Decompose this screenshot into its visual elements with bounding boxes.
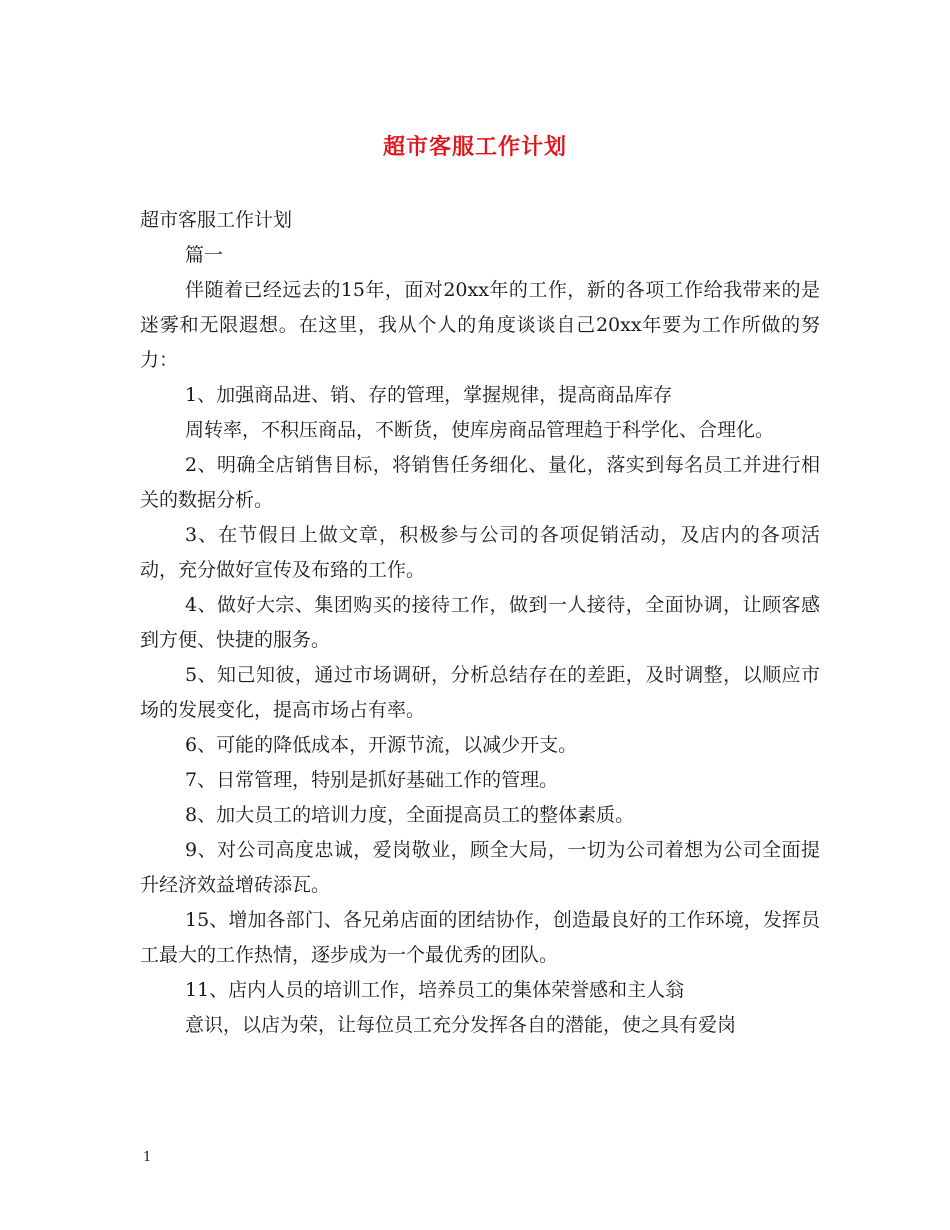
- paragraph-item-1: 1、加强商品进、销、存的管理，掌握规律，提高商品库存: [185, 384, 673, 406]
- paragraph-item-8: 8、加大员工的培训力度，全面提高员工的整体素质。: [185, 804, 635, 826]
- document-subtitle: 超市客服工作计划: [140, 209, 293, 231]
- document-body: [140, 203, 820, 1043]
- paragraph-item-2: 2、明确全店销售目标，将销售任务细化、量化，落实到每名员工并进行相关的数据分析。: [140, 454, 820, 511]
- document-title: 超市客服工作计划: [382, 134, 567, 160]
- page-number: 1: [143, 1150, 152, 1165]
- paragraph-item-6: 6、可能的降低成本，开源节流，以减少开支。: [185, 734, 578, 756]
- section-heading: 篇一: [185, 244, 224, 266]
- paragraph-item-5: 5、知己知彼，通过市场调研，分析总结存在的差距，及时调整，以顺应市场的发展变化，提高市场占有率。: [140, 664, 820, 721]
- paragraph-intro: 伴随着已经远去的15年，面对20xx年的工作，新的各项工作给我带来的是迷雾和无限遐想。在这里，我从个人的角度谈谈自己20xx年要为工作所做的努力：: [140, 279, 820, 371]
- paragraph-item-11-continued: 意识，以店为荣，让每位员工充分发挥各自的潜能，使之具有爱岗: [185, 1014, 737, 1036]
- paragraph-item-15: 15、增加各部门、各兄弟店面的团结协作，创造最良好的工作环境，发挥员工最大的工作热情，逐步成为一个最优秀的团队。: [140, 909, 820, 966]
- paragraph-item-4: 4、做好大宗、集团购买的接待工作，做到一人接待，全面协调，让顾客感到方便、快捷的服务。: [140, 594, 820, 651]
- paragraph-item-1-continued: 周转率，不积压商品，不断货，使库房商品管理趋于科学化、合理化。: [185, 419, 775, 441]
- paragraph-item-7: 7、日常管理，特别是抓好基础工作的管理。: [185, 769, 559, 791]
- paragraph-item-11: 11、店内人员的培训工作，培养员工的集体荣誉感和主人翁: [185, 979, 685, 1001]
- paragraph-item-3: 3、在节假日上做文章，积极参与公司的各项促销活动，及店内的各项活动，充分做好宣传及布臵的工作。: [140, 524, 820, 581]
- paragraph-item-9: 9、对公司高度忠诚，爱岗敬业，顾全大局，一切为公司着想为公司全面提升经济效益增砖添瓦。: [140, 839, 820, 896]
